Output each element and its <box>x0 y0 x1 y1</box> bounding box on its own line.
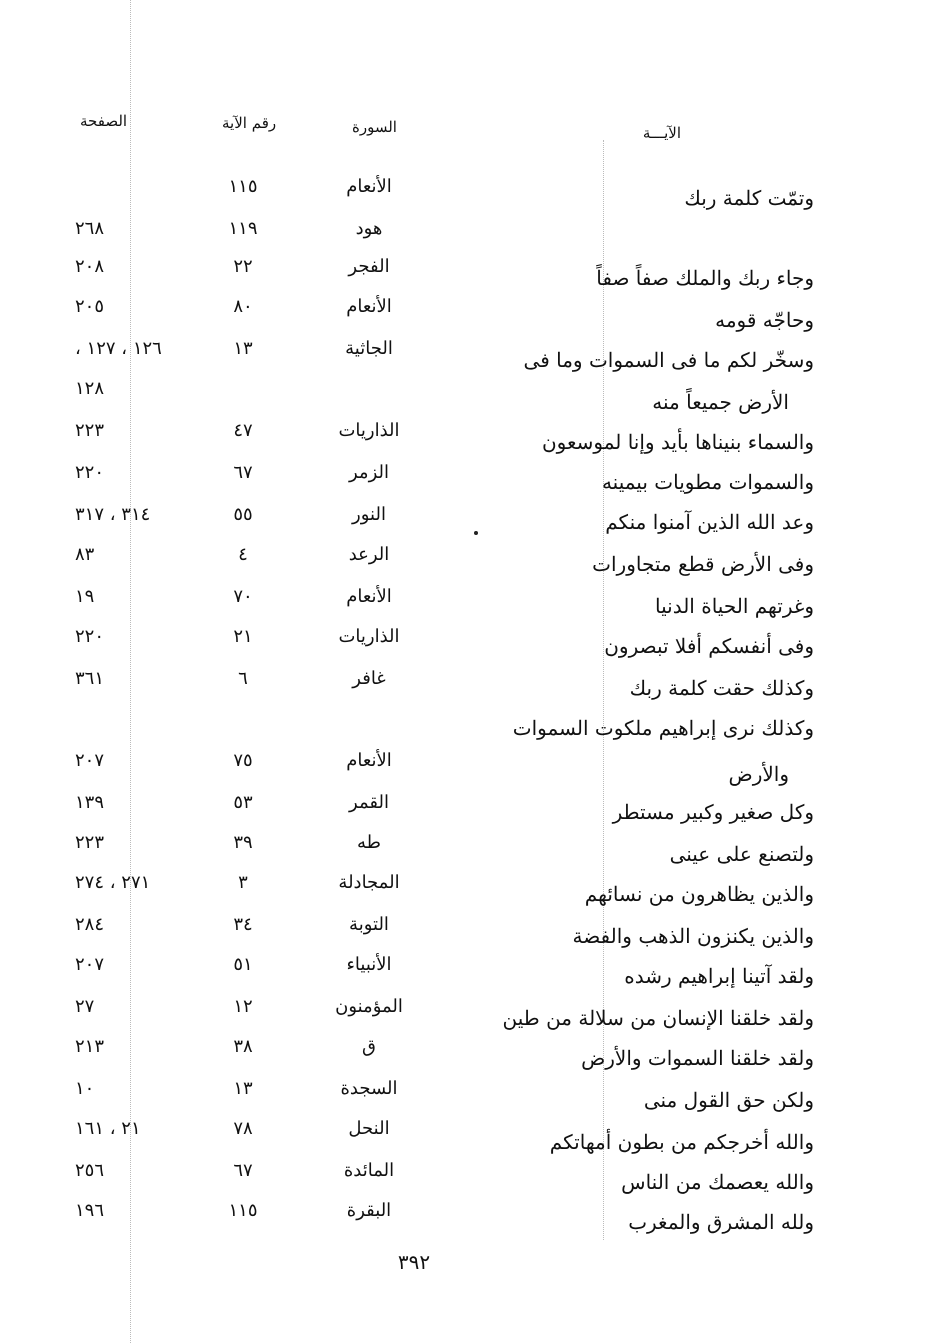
surah-name: الذاريات <box>338 420 400 441</box>
verse-text: وسخّر لكم ما فى السموات وما فى <box>523 348 814 372</box>
page-references: ١٢٨ <box>75 378 105 399</box>
page-number: ٣٩٢ <box>397 1250 431 1274</box>
surah-name: الأنبياء <box>346 954 392 975</box>
surah-name: الذاريات <box>338 626 400 647</box>
verse-text: ولقد آتينا إبراهيم رشده <box>624 964 814 988</box>
verse-text: وحاجّه قومه <box>715 308 814 332</box>
verse-text: ولقد خلقنا الإنسان من سلالة من طين <box>502 1006 814 1030</box>
page-references: ٢٧١ ، ٢٧٤ <box>75 872 151 893</box>
ayah-number: ١١٥ <box>228 1200 258 1221</box>
page-references: ٣١٤ ، ٣١٧ <box>75 504 151 525</box>
surah-name: ق <box>362 1036 376 1057</box>
surah-name: هود <box>355 218 383 239</box>
verse-text: وكذلك نرى إبراهيم ملكوت السموات <box>512 716 814 740</box>
verse-text: وكذلك حقت كلمة ربك <box>629 676 814 700</box>
surah-name: الزمر <box>349 462 389 483</box>
ayah-number: ١٢ <box>233 996 253 1017</box>
verse-text: والله أخرجكم من بطون أمهاتكم <box>549 1130 814 1154</box>
surah-name: الرعد <box>348 544 390 565</box>
page-references: ٢٢٠ <box>75 462 105 483</box>
verse-text: وكل صغير وكبير مستطر <box>612 800 814 824</box>
ayah-number: ١٣ <box>233 338 253 359</box>
page-references: ٢٢٣ <box>75 832 105 853</box>
surah-name: الأنعام <box>346 586 392 607</box>
ayah-number: ٣ <box>238 872 248 893</box>
page-references: ٢٠٧ <box>75 750 105 771</box>
surah-name: النحل <box>348 1118 390 1139</box>
header-verse: الآيـــة <box>642 124 681 142</box>
page-references: ٢٦٨ <box>75 218 105 239</box>
surah-name: الأنعام <box>346 296 392 317</box>
surah-name: السجدة <box>340 1078 398 1099</box>
surah-name: الأنعام <box>346 176 392 197</box>
verse-text: الأرض جميعاً منه <box>652 390 789 414</box>
ayah-number: ٦ <box>238 668 248 689</box>
header-page: الصفحة <box>80 112 128 130</box>
surah-name: طه <box>357 832 381 853</box>
page-references: ٢٥٦ <box>75 1160 105 1181</box>
page-references: ٢٢٠ <box>75 626 105 647</box>
surah-name: التوبة <box>349 914 389 935</box>
ayah-number: ٣٩ <box>233 832 253 853</box>
verse-text: ولقد خلقنا السموات والأرض <box>581 1046 814 1070</box>
verse-text: ولكن حق القول منى <box>643 1088 814 1112</box>
ink-speck <box>474 531 478 535</box>
ayah-number: ١١٥ <box>228 176 258 197</box>
ayah-number: ٣٤ <box>233 914 253 935</box>
verse-text: وجاء ربك والملك صفاً صفاً <box>596 266 814 290</box>
ayah-number: ٤٧ <box>233 420 253 441</box>
verse-text: والله يعصمك من الناس <box>621 1170 814 1194</box>
page-references: ٣٦١ <box>75 668 105 689</box>
page-references: ٨٣ <box>75 544 95 565</box>
ayah-number: ٨٠ <box>233 296 253 317</box>
verse-text: وفى أنفسكم أفلا تبصرون <box>604 634 814 658</box>
ayah-number: ٢٢ <box>233 256 253 277</box>
ayah-number: ١٣ <box>233 1078 253 1099</box>
page-references: ٢١٣ <box>75 1036 105 1057</box>
page-references: ١٩ <box>75 586 95 607</box>
table-header <box>0 112 939 152</box>
surah-name: المؤمنون <box>335 996 403 1017</box>
header-surah: السورة <box>352 118 397 136</box>
surah-name: الفجر <box>348 256 390 277</box>
ayah-number: ٧٠ <box>233 586 253 607</box>
page-references: ٢٠٨ <box>75 256 105 277</box>
ayah-number: ٤ <box>238 544 248 565</box>
ayah-number: ٢١ <box>233 626 253 647</box>
surah-name: النور <box>352 504 386 525</box>
surah-name: البقرة <box>346 1200 392 1221</box>
ayah-number: ٥١ <box>233 954 253 975</box>
verse-text: وعد الله الذين آمنوا منكم <box>605 510 814 534</box>
verse-text: ولتصنع على عينى <box>669 842 814 866</box>
page-references: ٢١ ، ١٦١ <box>75 1118 141 1139</box>
ayah-number: ٣٨ <box>233 1036 253 1057</box>
page-references: ١٩٦ <box>75 1200 105 1221</box>
page-references: ٢٧ <box>75 996 95 1017</box>
surah-name: الأنعام <box>346 750 392 771</box>
verse-text: ولله المشرق والمغرب <box>628 1210 814 1234</box>
verse-text: وتمّت كلمة ربك <box>684 186 814 210</box>
ayah-number: ٦٧ <box>233 462 253 483</box>
ayah-number: ٧٨ <box>233 1118 253 1139</box>
surah-name: المجادلة <box>338 872 400 893</box>
header-ayah-number: رقم الآية <box>222 114 277 132</box>
page-references: ١٣٩ <box>75 792 105 813</box>
verse-text: وغرتهم الحياة الدنيا <box>655 594 814 618</box>
verse-text: وفى الأرض قطع متجاورات <box>592 552 814 576</box>
ayah-number: ١١٩ <box>228 218 258 239</box>
page-references: ٢٢٣ <box>75 420 105 441</box>
page-references: ١٢٦ ، ١٢٧ ، <box>75 338 162 359</box>
ayah-number: ٥٥ <box>233 504 253 525</box>
verse-text: والذين يكنزون الذهب والفضة <box>572 924 814 948</box>
verse-text: والذين يظاهرون من نسائهم <box>584 882 814 906</box>
surah-name: المائدة <box>343 1160 395 1181</box>
page-references: ٢٠٥ <box>75 296 105 317</box>
page-references: ٢٨٤ <box>75 914 105 935</box>
surah-name: القمر <box>349 792 389 813</box>
ayah-number: ٧٥ <box>233 750 253 771</box>
ayah-number: ٥٣ <box>233 792 253 813</box>
surah-name: غافر <box>352 668 386 689</box>
page-references: ٢٠٧ <box>75 954 105 975</box>
verse-text: والسموات مطويات بيمينه <box>601 470 814 494</box>
ayah-number: ٦٧ <box>233 1160 253 1181</box>
page-references: ١٠ <box>75 1078 95 1099</box>
surah-name: الجاثية <box>345 338 393 359</box>
verse-text: والأرض <box>728 762 789 786</box>
verse-text: والسماء بنيناها بأيد وإنا لموسعون <box>541 430 814 454</box>
